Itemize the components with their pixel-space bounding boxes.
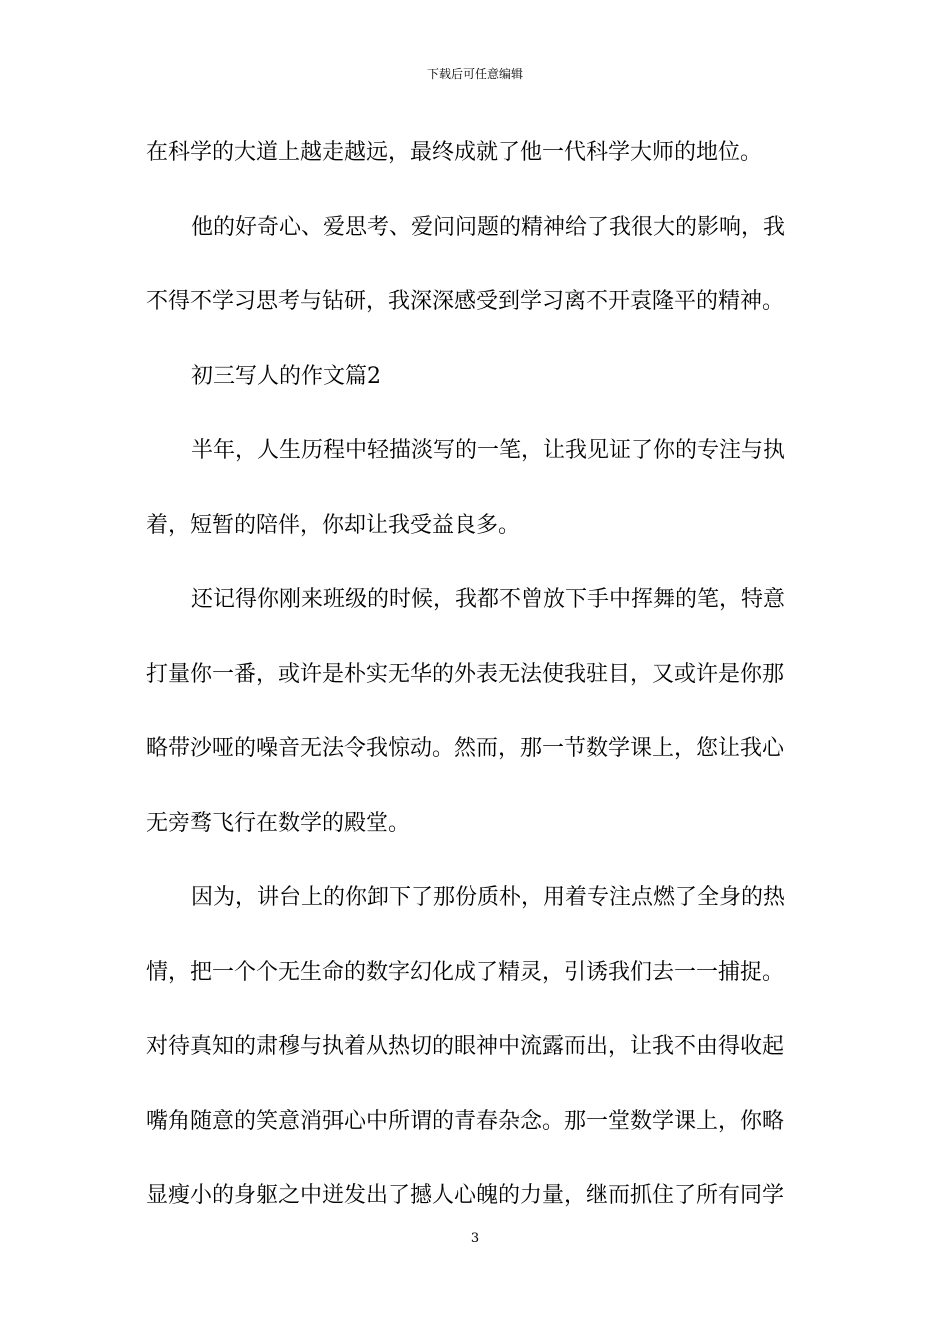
text-line: 嘴角随意的笑意消弭心中所谓的青春杂念。那一堂数学课上，你略 — [146, 1108, 785, 1134]
text-line: 不得不学习思考与钻研，我深深感受到学习离不开袁隆平的精神。 — [146, 289, 785, 314]
text-line: 在科学的大道上越走越远，最终成就了他一代科学大师的地位。 — [146, 140, 763, 165]
text-line: 半年，人生历程中轻描淡写的一笔，让我见证了你的专注与执 — [191, 438, 786, 463]
text-line: 显瘦小的身躯之中迸发出了撼人心魄的力量，继而抓住了所有同学 — [146, 1183, 785, 1208]
text-line: 情，把一个个无生命的数字幻化成了精灵，引诱我们去一一捕捉。 — [146, 959, 785, 985]
text-line: 无旁骛飞行在数学的殿堂。 — [146, 810, 411, 836]
text-line: 还记得你刚来班级的时候，我都不曾放下手中挥舞的笔，特意 — [191, 587, 786, 612]
section-heading: 初三写人的作文篇2 — [191, 363, 381, 389]
text-line: 因为，讲台上的你卸下了那份质朴，用着专注点燃了全身的热 — [191, 885, 786, 910]
page-number: 3 — [470, 1231, 480, 1246]
text-line: 对待真知的肃穆与执着从热切的眼神中流露而出，让我不由得收起 — [146, 1034, 785, 1059]
text-line: 他的好奇心、爱思考、爱问问题的精神给了我很大的影响，我 — [191, 214, 786, 240]
text-line: 打量你一番，或许是朴实无华的外表无法使我驻目，又或许是你那 — [146, 661, 785, 687]
document-body — [146, 116, 806, 1234]
text-line: 着，短暂的陪伴，你却让我受益良多。 — [146, 512, 521, 538]
header-note: 下载后可任意编辑 — [426, 67, 523, 81]
text-line: 略带沙哑的噪音无法令我惊动。然而，那一节数学课上，您让我心 — [146, 736, 785, 761]
